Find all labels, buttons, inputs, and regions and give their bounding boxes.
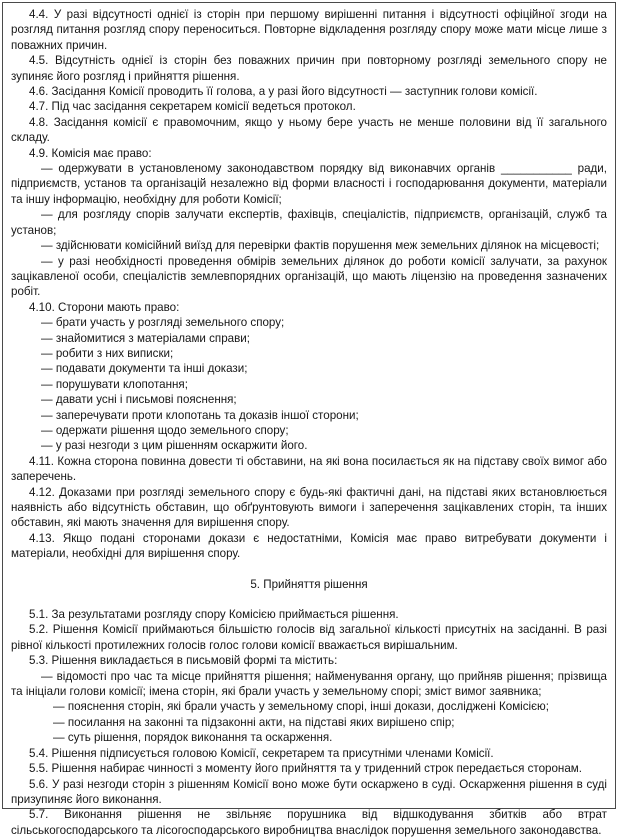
commission-right-item: — у разі необхідності проведення обмірів земельних ділянок до роботи комісії залучати, за рахунок зацікавленої особи, спеціалістів землевпорядних організацій, що мають ліцензію на проведення зазначених робіт. — [11, 254, 607, 299]
paragraph-4-10: 4.10. Сторони мають право: — [29, 300, 180, 314]
paragraph-5-1: 5.1. За результатами розгляду спору Комісією приймається рішення. — [29, 608, 399, 622]
party-right-item: — у разі незгоди з цим рішенням оскаржити його. — [41, 439, 308, 453]
party-right-item: — знайомитися з матеріалами справи; — [41, 331, 250, 345]
paragraph-4-12: 4.12. Доказами при розгляді земельного спору є будь-які фактичні дані, на підставі яких встановлюється наявність або відсутність обставин, що обґрунтовують вимоги і заперечення зацікавлених сторін, та інших обставин, які мають значення для вирішення спору. — [11, 485, 607, 530]
paragraph-4-13: 4.13. Якщо подані сторонами докази є недостатніми, Комісія має право витребувати документи і матеріали, необхідні для вирішення спору. — [11, 531, 607, 561]
decision-content-item: — відомості про час та місце прийняття рішення; найменування органу, що прийняв рішення; прізвища та ініціали голови комісії; імена сторін, які брали участь у земельному спорі; зміст вимог заявника; — [11, 669, 607, 699]
party-right-item: — подавати документи та інші докази; — [41, 362, 248, 376]
paragraph-4-11: 4.11. Кожна сторона повинна довести ті обставини, на які вона посилається як на підставу своїх вимог або заперечень. — [11, 454, 607, 484]
party-right-item: — заперечувати проти клопотань та доказів іншої сторони; — [41, 408, 359, 422]
paragraph-4-4: 4.4. У разі відсутності однієї із сторін при першому вирішенні питання і відсутності офіційної згоди на розгляд питання розгляд спору переноситься. Повторне відкладення розгляду спору може мати місце лише з поважних причин. — [11, 8, 607, 52]
party-right-item: — робити з них виписки; — [41, 346, 174, 360]
paragraph-4-8: 4.8. Засідання комісії є правомочним, якщо у ньому бере участь не менше половини від її загального складу. — [11, 115, 607, 145]
paragraph-5-5: 5.5. Рішення набирає чинності з моменту його прийняття та у триденний строк передається сторонам. — [29, 762, 582, 776]
decision-content-item: — посилання на законні та підзаконні акти, на підставі яких вирішено спір; — [53, 715, 455, 729]
section-5-heading: 5. Прийняття рішення — [250, 577, 368, 591]
commission-right-item: — здійснювати комісійний виїзд для перевірки фактів порушення меж земельних ділянок на місцевості; — [41, 239, 600, 253]
paragraph-5-4: 5.4. Рішення підписується головою Комісії, секретарем та присутніми членами Комісії. — [29, 746, 494, 760]
paragraph-5-7: 5.7. Виконання рішення не звільняє порушника від відшкодування збитків або втрат сільськогосподарського та лісогосподарського виробництва внаслідок порушення земельного законодавства. — [11, 808, 607, 837]
decision-content-item: — суть рішення, порядок виконання та оскарження. — [53, 731, 333, 745]
party-right-item: — одержати рішення щодо земельного спору; — [41, 423, 289, 437]
document-page — [2, 2, 616, 837]
paragraph-4-7: 4.7. Під час засідання секретарем комісії ведеться протокол. — [29, 100, 356, 114]
paragraph-4-5: 4.5. Відсутність однієї із сторін без поважних причин при повторному розгляді земельного спору не зупиняє його розгляд і прийняття рішення. — [11, 54, 607, 83]
paragraph-5-2: 5.2. Рішення Комісії приймаються більшістю голосів від загальної кількості присутніх на засіданні. В разі рівної кількості протилежних голосів голос голови комісії вважається вирішальним. — [11, 623, 607, 652]
party-right-item: — брати участь у розгляді земельного спору; — [41, 316, 285, 330]
paragraph-4-9: 4.9. Комісія має право: — [29, 146, 152, 160]
commission-right-item: — для розгляду спорів залучати експертів, фахівців, спеціалістів, підприємств, організацій, служб та установ; — [11, 208, 607, 237]
paragraph-4-6: 4.6. Засідання Комісії проводить її голова, а у разі його відсутності — заступник голови комісії. — [29, 85, 538, 99]
commission-right-item: — одержувати в установленому законодавством порядку від виконавчих органів ___________ ради, підприємств, установ та організацій незалежно від форми власності і господарювання документи, матеріали та іншу інформацію, необхідну для роботи Комісії; — [11, 162, 607, 206]
party-right-item: — порушувати клопотання; — [41, 377, 188, 391]
paragraph-5-3: 5.3. Рішення викладається в письмовій формі та містить: — [29, 654, 338, 668]
decision-content-item: — пояснення сторін, які брали участь у земельному спорі, інші докази, досліджені Комісією; — [53, 700, 549, 714]
party-right-item: — давати усні і письмові пояснення; — [41, 393, 237, 407]
paragraph-5-6: 5.6. У разі незгоди сторін з рішенням Комісії воно може бути оскаржено в суді. Оскарження рішення в суді призупиняє його виконання. — [11, 777, 607, 806]
document-body — [11, 7, 607, 838]
